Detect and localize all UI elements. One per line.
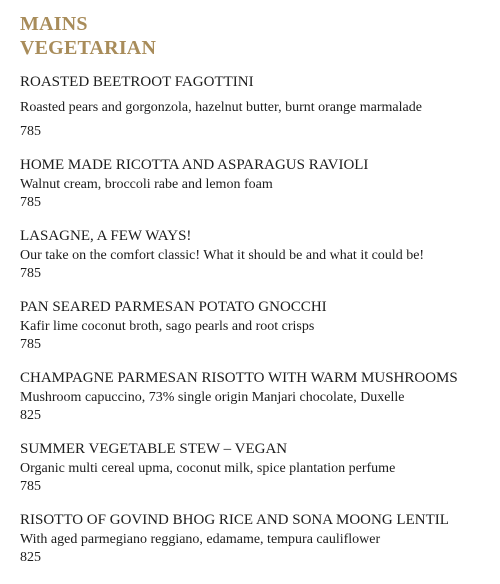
- menu-item: [20, 227, 492, 283]
- menu-item: [20, 511, 492, 567]
- section-title-vegetarian: VEGETARIAN: [20, 37, 157, 59]
- menu-item-price: 785: [20, 266, 41, 281]
- menu-item-price: 825: [20, 408, 41, 423]
- menu-item: [20, 440, 492, 496]
- menu-item: [20, 298, 492, 354]
- menu-item-price: 785: [20, 479, 41, 494]
- menu-item-name: ROASTED BEETROOT FAGOTTINI: [20, 74, 254, 90]
- menu-item-name: RISOTTO OF GOVIND BHOG RICE AND SONA MOONG LENTIL: [20, 512, 449, 528]
- menu-item-name: PAN SEARED PARMESAN POTATO GNOCCHI: [20, 299, 327, 315]
- menu-item: [20, 73, 492, 141]
- menu-item-list: [20, 73, 492, 567]
- section-heading: [20, 12, 492, 60]
- menu-item-description: Walnut cream, broccoli rabe and lemon foam: [20, 177, 273, 192]
- menu-item: [20, 369, 492, 425]
- menu-page: [20, 12, 492, 582]
- menu-item-name: LASAGNE, A FEW WAYS!: [20, 228, 192, 244]
- menu-item-price: 785: [20, 195, 41, 210]
- menu-item-name: SUMMER VEGETABLE STEW – VEGAN: [20, 441, 288, 457]
- menu-item-description: Roasted pears and gorgonzola, hazelnut butter, burnt orange marmalade: [20, 100, 422, 115]
- menu-item-description: Our take on the comfort classic! What it should be and what it could be!: [20, 248, 425, 263]
- menu-item-description: Organic multi cereal upma, coconut milk, spice plantation perfume: [20, 461, 396, 476]
- menu-item: [20, 156, 492, 212]
- menu-item-name: CHAMPAGNE PARMESAN RISOTTO WITH WARM MUSHROOMS: [20, 370, 458, 386]
- menu-item-price: 785: [20, 124, 41, 139]
- menu-item-name: HOME MADE RICOTTA AND ASPARAGUS RAVIOLI: [20, 157, 369, 173]
- menu-item-description: With aged parmegiano reggiano, edamame, tempura cauliflower: [20, 532, 381, 547]
- menu-item-price: 825: [20, 550, 41, 565]
- menu-item-description: Mushroom capuccino, 73% single origin Manjari chocolate, Duxelle: [20, 390, 405, 405]
- section-title-mains: MAINS: [20, 13, 88, 35]
- menu-item-price: 785: [20, 337, 41, 352]
- menu-item-description: Kafir lime coconut broth, sago pearls and root crisps: [20, 319, 315, 334]
